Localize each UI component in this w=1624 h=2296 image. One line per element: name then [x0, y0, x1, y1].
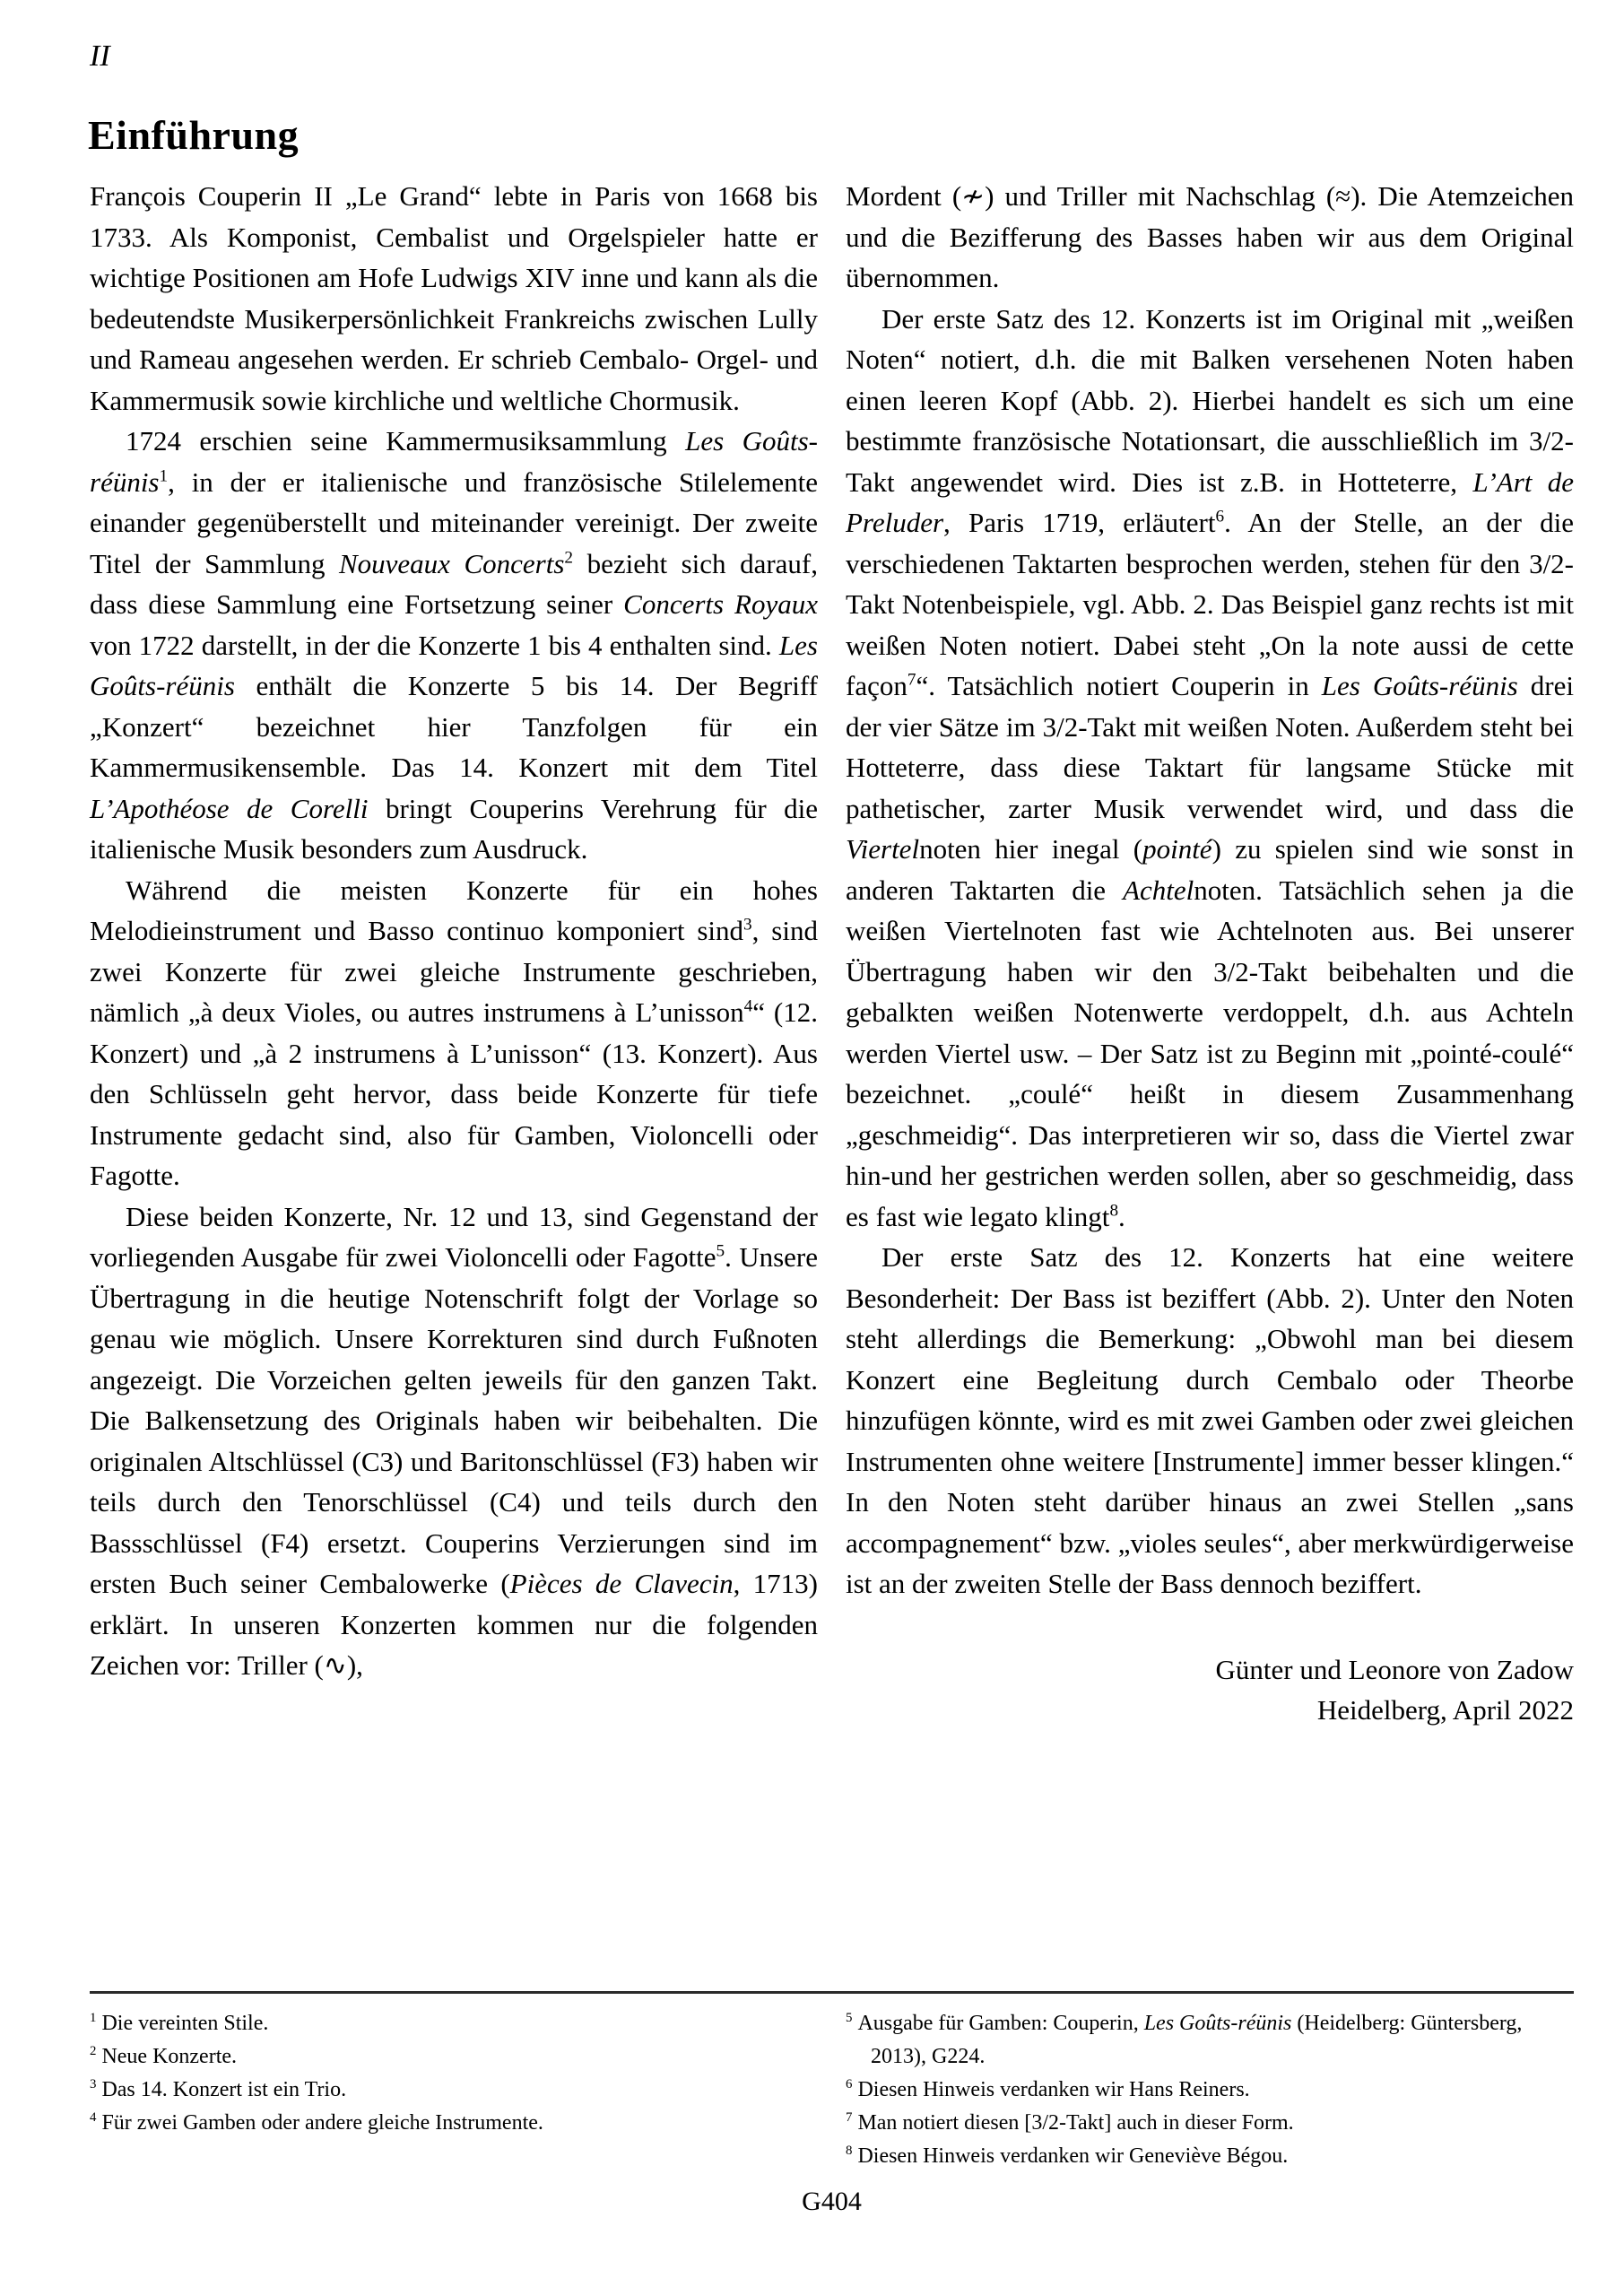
paragraph: François Couperin II „Le Grand“ lebte in Paris von 1668 bis 1733. Als Komponist, Cembalist und Orgelspieler hatte er wichtige Positionen am Hofe Ludwigs XIV inne und kann als die bedeutendste Musikerpersönlichkeit Frankreichs zwischen Lully und Rameau angesehen werden. Er schrieb Cembalo- Orgel- und Kammermusik sowie kirchliche und weltliche Chormusik. [90, 180, 818, 416]
footnotes-section [90, 2007, 1574, 2173]
footnotes-left-column [90, 2007, 818, 2173]
paragraph: Diese beiden Konzerte, Nr. 12 und 13, sind Gegenstand der vorliegenden Ausgabe für zwei Violoncelli oder Fagotte$^5$. Unsere Übertragung in die heutige Notenschrift folgt der Vorlage so genau wie möglich. Unsere Korrekturen sind durch Fußnoten angezeigt. Die Vorzeichen gelten jeweils für den ganzen Takt. Die Balkensetzung des Originals haben wir beibehalten. Die originalen Altschlüssel (C3) und Baritonschlüssel (F3) haben wir teils durch den Tenorschlüssel (C4) und teils durch den Bassschlüssel (F4) ersetzt. Couperins Verzierungen sind im ersten Buch seiner Cembalowerke (Pièces de Clavecin, 1713) erklärt. In unseren Konzerten kommen nur die folgenden Zeichen vor: Triller (∿), [90, 1200, 818, 1681]
paragraph: Mordent (≁) und Triller mit Nachschlag (≈). Die Atemzeichen und die Bezifferung des Basses haben wir aus dem Original übernommen. [846, 180, 1574, 293]
footnote: $^8$ Diesen Hinweis verdanken wir Geneviève Bégou. [846, 2144, 1289, 2168]
paragraph: Der erste Satz des 12. Konzerts ist im Original mit „weißen Noten“ notiert, d.h. die mit Balken versehenen Noten haben einen leeren Kopf (Abb. 2). Hierbei handelt es sich um eine bestimmte französische Notationsart, die ausschließlich im 3/2-Takt angewendet wird. Dies ist z.B. in Hotteterre, L’Art de Preluder, Paris 1719, erläutert$^6$. An der Stelle, an der die verschiedenen Taktarten besprochen werden, stehen für den 3/2-Takt Notenbeispiele, vgl. Abb. 2. Das Beispiel ganz rechts ist mit weißen Noten notiert. Dabei steht „On la note aussi de cette façon$^7$“. Tatsächlich notiert Couperin in Les Goûts-réünis drei der vier Sätze im 3/2-Takt mit weißen Noten. Außerdem steht bei Hotteterre, dass diese Taktart für langsame Stücke mit pathetischer, zarter Musik verwendet wird, und dass die Viertelnoten hier inegal (pointé) zu spielen sind wie sonst in anderen Taktarten die Achtelnoten. Tatsächlich sehen ja die weißen Viertelnoten fast wie Achtelnoten aus. Bei unserer Übertragung haben wir den 3/2-Takt beibehalten und die gebalkten weißen Notenwerte verdoppelt, d.h. aus Achteln werden Viertel usw. – Der Satz ist zu Beginn mit „pointé-coulé“ bezeichnet. „coulé“ heißt in diesem Zusammenhang „geschmeidig“. Das interpretieren wir so, dass die Viertel zwar hin-und her gestrichen werden sollen, aber so geschmeidig, dass es fast wie legato klingt$^8$. [846, 302, 1574, 1232]
signature-authors: Günter und Leonore von Zadow [1215, 1653, 1574, 1685]
footnote-number: 6 [846, 2077, 853, 2092]
footnote-number: 8 [846, 2144, 853, 2158]
footnote: $^1$ Die vereinten Stile. [90, 2011, 269, 2035]
footnote-reference: 8 [1109, 1201, 1119, 1221]
footnote-reference: 2 [564, 548, 574, 568]
roman-page-number: II [90, 39, 110, 73]
text-columns [90, 176, 1574, 1731]
footnote-number: 2 [90, 2044, 97, 2058]
signature-place-date: Heidelberg, April 2022 [1316, 1694, 1574, 1726]
footnote: $^4$ Für zwei Gamben oder andere gleiche Instrumente. [90, 2110, 543, 2135]
left-column [90, 176, 818, 1731]
footnote: $^3$ Das 14. Konzert ist ein Trio. [90, 2077, 347, 2101]
paragraph: 1724 erschien seine Kammermusiksammlung Les Goûts-réünis$^1$, in der er italienische und französische Stilelemente einander gegenüberstellt und miteinander vereinigt. Der zweite Titel der Sammlung Nouveaux Concerts$^2$ bezieht sich darauf, dass diese Sammlung eine Fortsetzung seiner Concerts Royaux von 1722 darstellt, in der die Konzerte 1 bis 4 enthalten sind. Les Goûts-réünis enthält die Konzerte 5 bis 14. Der Begriff „Konzert“ bezeichnet hier Tanzfolgen für ein Kammermusikensemble. Das 14. Konzert mit dem Titel L’Apothéose de Corelli bringt Couperins Verehrung für die italienische Musik besonders zum Ausdruck. [90, 425, 818, 865]
ornament-symbol: ∿ [323, 1649, 347, 1681]
signature-block [846, 1649, 1574, 1731]
footnote: $^7$ Man notiert diesen [3/2-Takt] auch in dieser Form. [846, 2110, 1294, 2135]
page-title: Einführung [88, 112, 300, 158]
footnote-reference: 1 [159, 466, 169, 486]
footnote-reference: 6 [1215, 507, 1225, 526]
ornament-symbol: ≁ [961, 180, 986, 212]
footnote-number: 7 [846, 2110, 853, 2125]
right-column [846, 176, 1574, 1731]
paragraph: Während die meisten Konzerte für ein hohes Melodieinstrument und Basso continuo komponiert sind$^3$, sind zwei Konzerte für zwei gleiche Instrumente geschrieben, nämlich „à deux Violes, ou autres instrumens à L’unisson$^4$“ (12. Konzert) und „à 2 instrumens à L’unisson“ (13. Konzert). Aus den Schlüsseln geht hervor, dass beide Konzerte für tiefe Instrumente gedacht sind, also für Gamben, Violoncelli oder Fagotte. [90, 874, 818, 1191]
ornament-symbol: ≈ [1335, 180, 1351, 212]
footnote-reference: 3 [743, 915, 752, 935]
footnote: $^5$ Ausgabe für Gamben: Couperin, Les Goûts-réünis (Heidelberg: Güntersberg, 2013), G224. [846, 2011, 1523, 2068]
edition-page-number: G404 [802, 2187, 862, 2216]
footnote-reference: 5 [716, 1241, 725, 1261]
footnote-separator-rule [90, 1991, 1574, 1994]
footnote-number: 3 [90, 2077, 97, 2092]
footnote-number: 4 [90, 2110, 97, 2125]
footnote-number: 1 [90, 2011, 97, 2025]
footnote: $^6$ Diesen Hinweis verdanken wir Hans Reiners. [846, 2077, 1250, 2101]
paragraph: Der erste Satz des 12. Konzerts hat eine weitere Besonderheit: Der Bass ist beziffert (Abb. 2). Unter den Noten steht allerdings die Bemerkung: „Obwohl man bei diesem Konzert eine Begleitung durch Cembalo oder Theorbe hinzufügen könnte, wird es mit zwei Gamben oder zwei gleichen Instrumenten ohne weitere [Instrumente] immer besser klingen.“ In den Noten steht darüber hinaus an zwei Stellen „sans accompagnement“ bzw. „violes seules“, aber merkwürdigerweise ist an der zweiten Stelle der Bass dennoch beziffert. [846, 1241, 1574, 1599]
footnote-reference: 7 [907, 670, 916, 690]
footnote: $^2$ Neue Konzerte. [90, 2044, 238, 2068]
footnotes-right-column [846, 2007, 1574, 2173]
footnote-number: 5 [846, 2011, 853, 2025]
footnote-reference: 4 [743, 996, 753, 1016]
